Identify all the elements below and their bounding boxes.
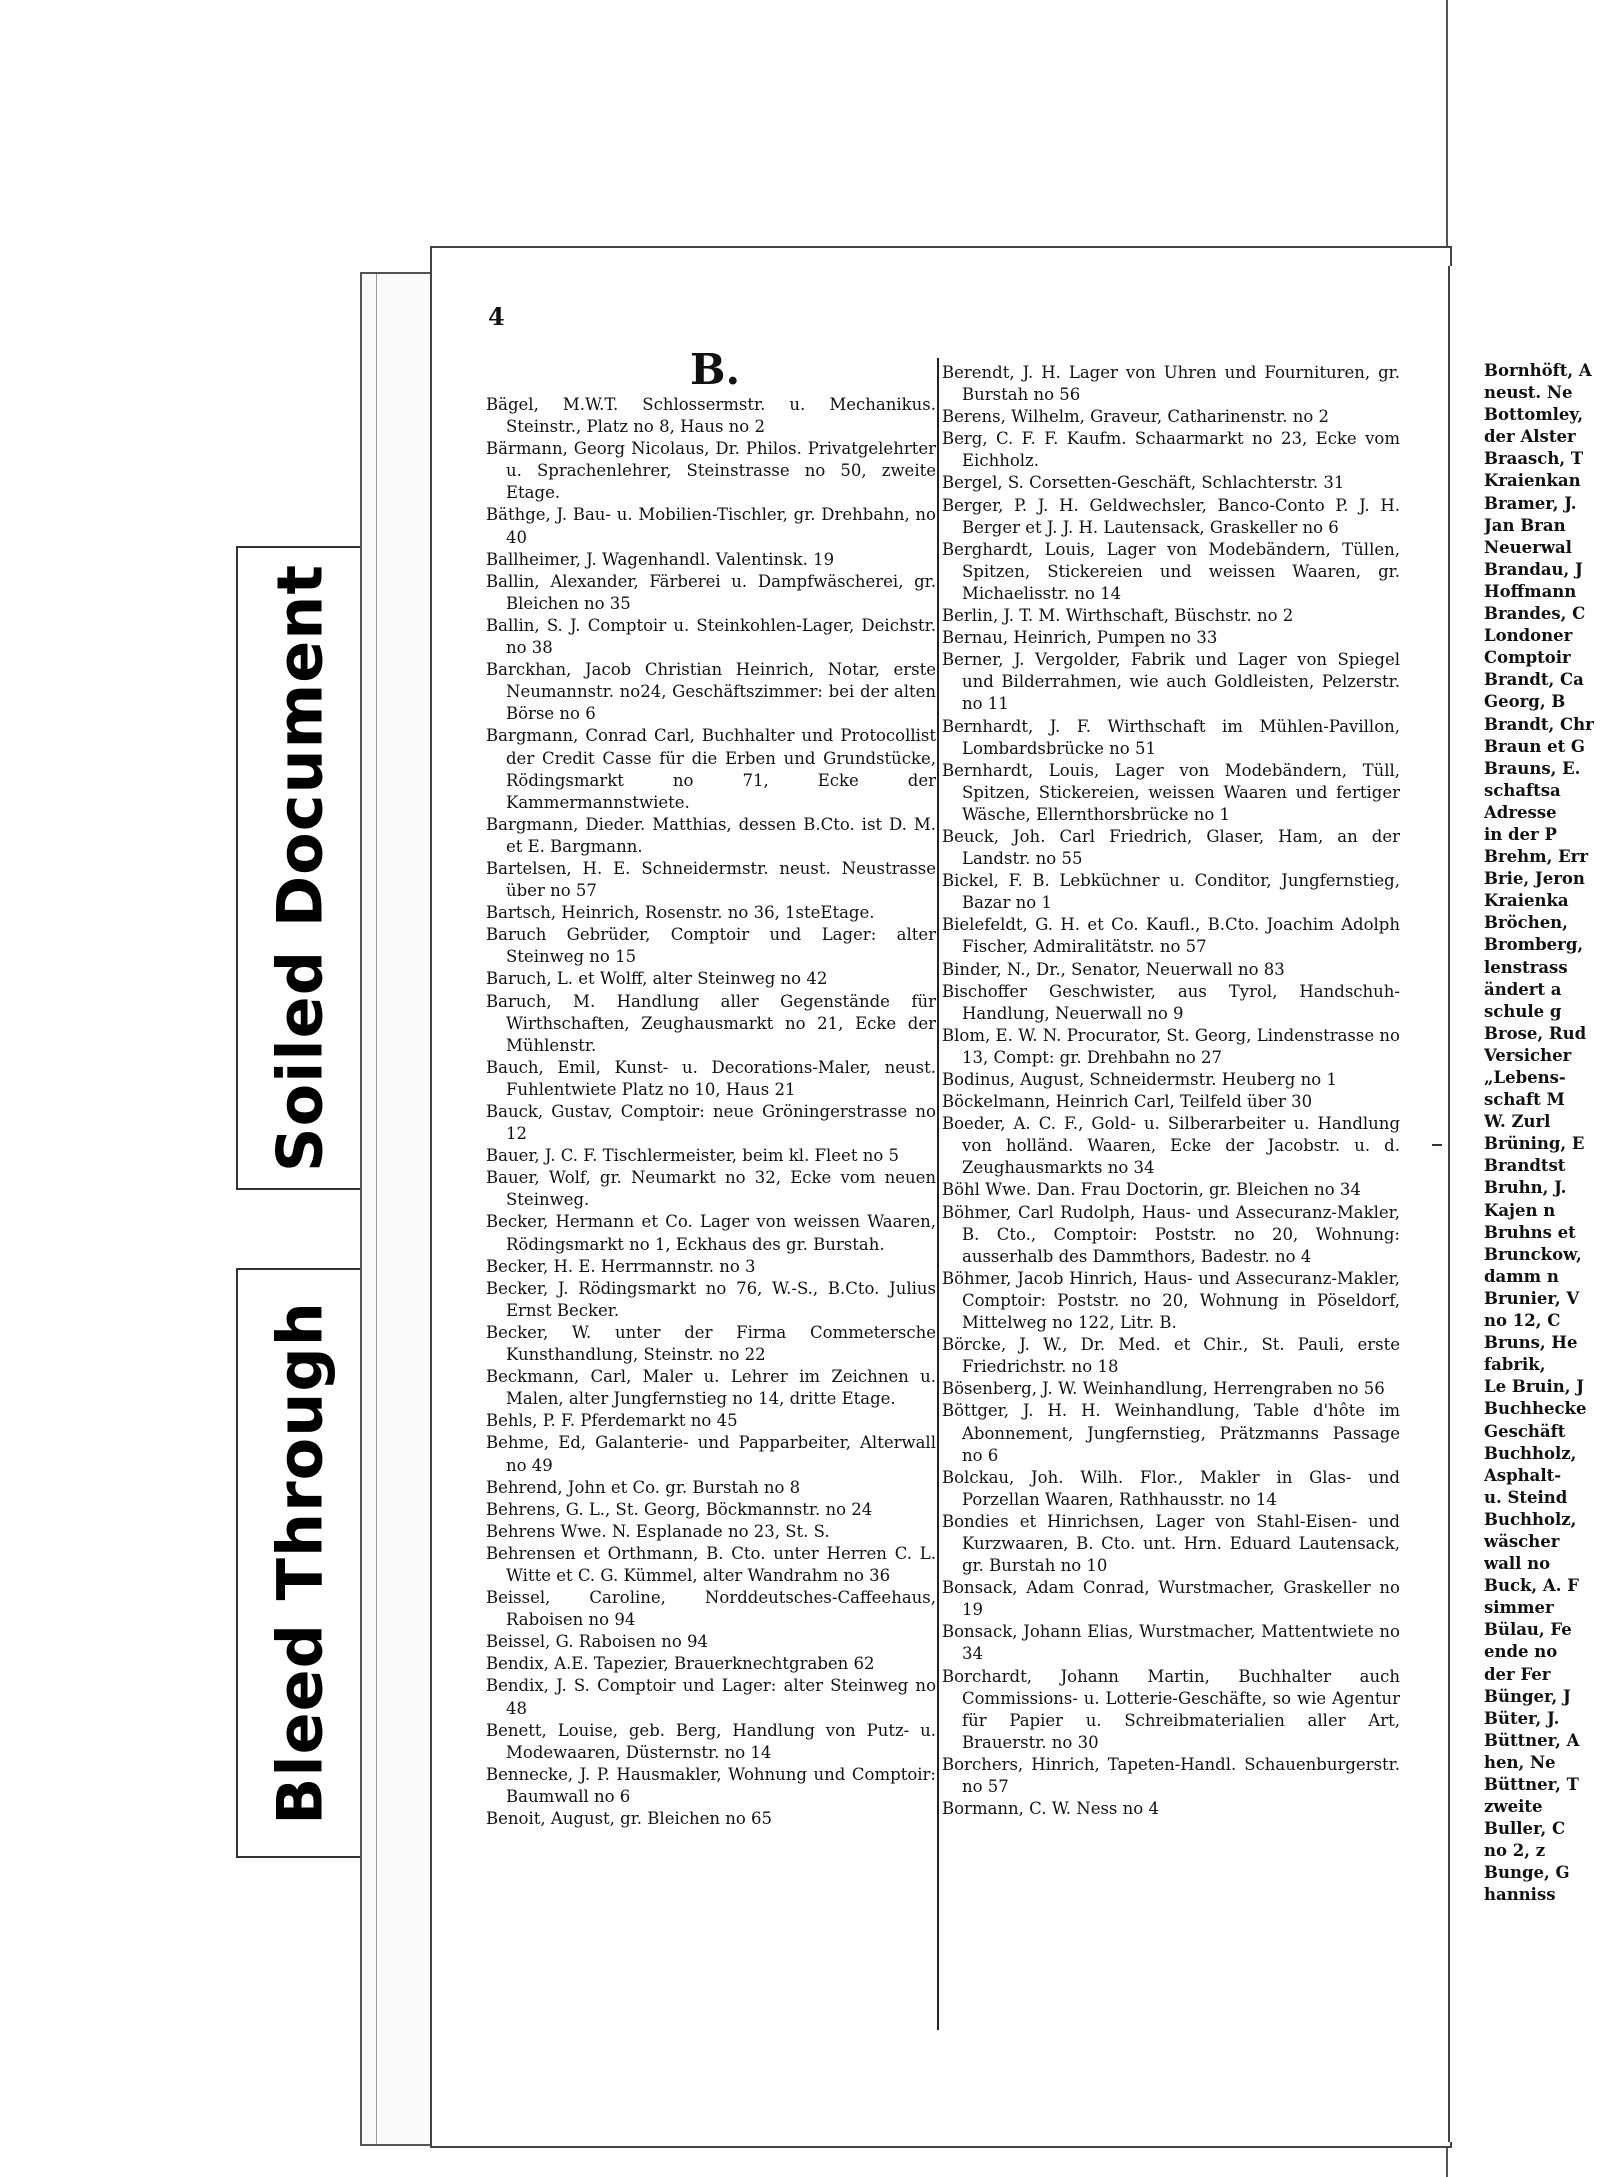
facing-page-line: Comptoir: [1484, 648, 1571, 668]
facing-page-line: Brandt, Ca: [1484, 670, 1584, 690]
directory-entry: Bondies et Hinrichsen, Lager von Stahl-Eisen- und Kurzwaaren, B. Cto. unt. Hrn. Eduard Lautensack, gr. Burstah no 10: [942, 1511, 1400, 1576]
facing-page-line: Büttner, A: [1484, 1730, 1580, 1750]
facing-page-line: „Lebens-: [1484, 1068, 1566, 1087]
directory-entry: Bösenberg, J. W. Weinhandlung, Herrengraben no 56: [942, 1379, 1385, 1399]
directory-entry: Berens, Wilhelm, Graveur, Catharinenstr. no 2: [942, 407, 1330, 427]
underlying-sheet: [360, 272, 434, 2146]
facing-page-line: schaft M: [1484, 1090, 1565, 1110]
directory-entry: Beuck, Joh. Carl Friedrich, Glaser, Ham, an der Landstr. no 55: [942, 826, 1400, 869]
facing-page-line: no 2, z: [1484, 1841, 1546, 1861]
directory-entry: Böhmer, Carl Rudolph, Haus- und Assecuranz-Makler, B. Cto., Comptoir: Poststr. no 20, Wohnung: ausserhalb des Dammthors, Badestr. no 4: [942, 1202, 1400, 1266]
facing-page-line: Brüning, E: [1484, 1134, 1585, 1154]
facing-page-line: Versicher: [1484, 1045, 1572, 1065]
facing-page-line: Brie, Jeron: [1484, 869, 1585, 889]
directory-entry: Becker, W. unter der Firma Commetersche Kunsthandlung, Steinstr. no 22: [486, 1322, 936, 1365]
facing-page-line: wäscher: [1484, 1531, 1560, 1551]
facing-page-line: Kajen n: [1484, 1200, 1556, 1220]
facing-page-column: [1484, 360, 1600, 1907]
facing-page-line: Bromberg,: [1484, 935, 1584, 955]
directory-entry: Bormann, C. W. Ness no 4: [942, 1799, 1159, 1819]
facing-page-line: Buchholz,: [1484, 1509, 1577, 1529]
facing-page-line: der Alster: [1484, 427, 1576, 447]
facing-page-line: Buchholz,: [1484, 1443, 1577, 1463]
facing-page-line: Brunier, V: [1484, 1288, 1580, 1308]
facing-page-line: Brandau, J: [1484, 559, 1583, 579]
directory-entry: Bennecke, J. P. Hausmakler, Wohnung und Comptoir: Baumwall no 6: [486, 1764, 936, 1806]
facing-page-line: W. Zurl: [1484, 1112, 1551, 1132]
facing-page-line: u. Steind: [1484, 1487, 1568, 1507]
facing-page-line: in der P: [1484, 824, 1557, 844]
directory-entry: Bendix, J. S. Comptoir und Lager: alter Steinweg no 48: [486, 1676, 936, 1718]
directory-entry: Bauer, J. C. F. Tischlermeister, beim kl. Fleet no 5: [486, 1146, 899, 1166]
facing-page-line: no 12, C: [1484, 1311, 1561, 1331]
page-number: 4: [488, 302, 505, 331]
facing-page-line: Kraienkan: [1484, 471, 1581, 491]
facing-page-line: Brunckow,: [1484, 1244, 1582, 1264]
facing-page-line: Bunge, G: [1484, 1863, 1570, 1883]
gutter-line-top: [1446, 0, 1448, 270]
directory-entry: Bielefeldt, G. H. et Co. Kaufl., B.Cto. Joachim Adolph Fischer, Admiralitätstr. no 57: [942, 915, 1400, 957]
facing-page-line: simmer: [1484, 1598, 1554, 1618]
bleed-through-text: Bleed Through: [263, 1301, 337, 1825]
facing-page-line: der Fer: [1484, 1664, 1551, 1684]
facing-page-line: Bünger, J: [1484, 1686, 1571, 1706]
directory-entry: Bendix, A.E. Tapezier, Brauerknechtgraben 62: [486, 1654, 875, 1674]
directory-entry: Beissel, G. Raboisen no 94: [486, 1632, 709, 1652]
directory-entry: Berlin, J. T. M. Wirthschaft, Büschstr. no 2: [942, 606, 1294, 626]
directory-entry: Becker, Hermann et Co. Lager von weissen Waaren, Rödingsmarkt no 1, Eckhaus des gr. Burstah.: [486, 1212, 936, 1254]
facing-page-line: Kraienka: [1484, 891, 1569, 911]
directory-entry: Bonsack, Johann Elias, Wurstmacher, Mattentwiete no 34: [942, 1622, 1400, 1664]
facing-page-line: zweite: [1484, 1797, 1543, 1817]
directory-entry: Bergel, S. Corsetten-Geschäft, Schlachterstr. 31: [942, 473, 1345, 493]
facing-page-line: Brandt, Chr: [1484, 714, 1594, 734]
facing-page-line: Braun et G: [1484, 736, 1586, 756]
directory-entry: Bartsch, Heinrich, Rosenstr. no 36, 1steEtage.: [486, 903, 875, 923]
directory-entry: Berghardt, Louis, Lager von Modebändern, Tüllen, Spitzen, Stickereien und weissen Waaren, gr. Michaelisstr. no 14: [942, 539, 1400, 603]
directory-entry: Bägel, M.W.T. Schlossermstr. u. Mechanikus. Steinstr., Platz no 8, Haus no 2: [486, 395, 936, 437]
directory-entry: Barckhan, Jacob Christian Heinrich, Notar, erste Neumannstr. no24, Geschäftszimmer: bei der alten Börse no 6: [486, 660, 936, 724]
facing-page-line: fabrik,: [1484, 1355, 1546, 1375]
facing-page-line: Bruhns et: [1484, 1222, 1576, 1242]
directory-entry: Bernau, Heinrich, Pumpen no 33: [942, 628, 1218, 648]
directory-entry: Becker, H. E. Herrmannstr. no 3: [486, 1256, 756, 1276]
directory-entry: Böhl Wwe. Dan. Frau Doctorin, gr. Bleichen no 34: [942, 1180, 1361, 1200]
directory-entry: Boeder, A. C. F., Gold- u. Silberarbeiter u. Handlung von holländ. Waaren, Ecke der Jacobstr. u. d. Zeughausmarkts no 34: [942, 1114, 1400, 1178]
directory-entry: Berg, C. F. F. Kaufm. Schaarmarkt no 23, Ecke vom Eichholz.: [942, 429, 1400, 471]
facing-page-line: schaftsa: [1484, 780, 1561, 800]
directory-entry: Benoit, August, gr. Bleichen no 65: [486, 1809, 773, 1828]
directory-entry: Borchers, Hinrich, Tapeten-Handl. Schauenburgerstr. no 57: [942, 1754, 1400, 1796]
section-letter-heading: B.: [690, 345, 741, 394]
facing-page-line: Brauns, E.: [1484, 758, 1581, 778]
facing-page-line: Brandtst: [1484, 1156, 1566, 1176]
directory-entry: Bickel, F. B. Lebküchner u. Conditor, Jungfernstieg, Bazar no 1: [942, 871, 1400, 913]
facing-page-line: hanniss: [1484, 1885, 1556, 1905]
facing-page-line: ändert a: [1484, 979, 1562, 999]
facing-page-line: Braasch, T: [1484, 449, 1584, 469]
facing-page-line: damm n: [1484, 1266, 1559, 1286]
gutter-line-bottom: [1446, 2144, 1448, 2177]
directory-entry: Becker, J. Rödingsmarkt no 76, W.-S., B.Cto. Julius Ernst Becker.: [486, 1278, 936, 1320]
directory-entry: Beissel, Caroline, Norddeutsches-Caffeehaus, Raboisen no 94: [486, 1588, 936, 1630]
facing-page-line: Adresse: [1484, 802, 1557, 822]
directory-entry: Bernhardt, Louis, Lager von Modebändern, Tüll, Spitzen, Stickereien, weissen Waaren und fertiger Wäsche, Ellernthorsbrücke no 1: [942, 760, 1400, 824]
facing-page-line: wall no: [1484, 1554, 1551, 1574]
directory-entry: Börcke, J. W., Dr. Med. et Chir., St. Pauli, erste Friedrichstr. no 18: [942, 1335, 1400, 1377]
directory-entry: Bargmann, Dieder. Matthias, dessen B.Cto. ist D. M. et E. Bargmann.: [486, 814, 936, 856]
directory-entry: Berendt, J. H. Lager von Uhren und Fournituren, gr. Burstah no 56: [942, 363, 1400, 405]
directory-entry: Behrens, G. L., St. Georg, Böckmannstr. no 24: [486, 1499, 873, 1519]
directory-entry: Böttger, J. H. H. Weinhandlung, Table d'hôte im Abonnement, Jungfernstieg, Prätzmanns Passage no 6: [942, 1401, 1400, 1465]
facing-page-line: Jan Bran: [1484, 515, 1566, 535]
facing-page-line: Buchhecke: [1484, 1399, 1587, 1419]
facing-page-line: Brehm, Err: [1484, 847, 1589, 867]
directory-entry: Bargmann, Conrad Carl, Buchhalter und Protocollist der Credit Casse für die Erben und Grundstücke, Rödingsmarkt no 71, Ecke der Kammermannstwiete.: [486, 726, 936, 812]
left-directory-column: [486, 394, 936, 1830]
facing-page-line: hen, Ne: [1484, 1752, 1556, 1772]
directory-entry: Bodinus, August, Schneidermstr. Heuberg no 1: [942, 1070, 1337, 1089]
directory-entry: Behrensen et Orthmann, B. Cto. unter Herren C. L. Witte et C. G. Kümmel, alter Wandrahm no 36: [486, 1543, 936, 1585]
facing-page-line: Bruns, He: [1484, 1333, 1578, 1353]
directory-entry: Behrens Wwe. N. Esplanade no 23, St. S.: [486, 1521, 830, 1541]
directory-entry: Bauch, Emil, Kunst- u. Decorations-Maler, neust. Fuhlentwiete Platz no 10, Haus 21: [486, 1057, 936, 1099]
facing-page-line: Büter, J.: [1484, 1708, 1560, 1728]
facing-page-line: Buller, C: [1484, 1819, 1566, 1839]
directory-entry: Bernhardt, J. F. Wirthschaft im Mühlen-Pavillon, Lombardsbrücke no 51: [942, 716, 1400, 758]
directory-entry: Borchardt, Johann Martin, Buchhalter auch Commissions- u. Lotterie-Geschäfte, so wie Agentur für Papier u. Schreibmaterialien aller Art, Brauerstr. no 30: [942, 1666, 1400, 1752]
soiled-document-text: Soiled Document: [263, 563, 337, 1173]
directory-entry: Behrend, John et Co. gr. Burstah no 8: [486, 1477, 801, 1497]
directory-entry: Beckmann, Carl, Maler u. Lehrer im Zeichnen u. Malen, alter Jungfernstieg no 14, dritte Etage.: [486, 1367, 936, 1409]
directory-entry: Blom, E. W. N. Procurator, St. Georg, Lindenstrasse no 13, Compt: gr. Drehbahn no 27: [942, 1025, 1400, 1067]
facing-page-line: Asphalt-: [1484, 1465, 1562, 1485]
directory-entry: Bäthge, J. Bau- u. Mobilien-Tischler, gr. Drehbahn, no 40: [486, 505, 936, 547]
facing-page-line: Le Bruin, J: [1484, 1377, 1585, 1397]
facing-page-line: Brose, Rud: [1484, 1023, 1587, 1043]
directory-entry: Binder, N., Dr., Senator, Neuerwall no 83: [942, 959, 1285, 979]
directory-entry: Baruch, M. Handlung aller Gegenstände für Wirthschaften, Zeughausmarkt no 21, Ecke der Mühlenstr.: [486, 991, 936, 1055]
directory-entry: Behme, Ed, Galanterie- und Papparbeiter, Alterwall no 49: [486, 1433, 936, 1475]
facing-page-line: Neuerwal: [1484, 537, 1572, 557]
directory-entry: Ballin, Alexander, Färberei u. Dampfwäscherei, gr. Bleichen no 35: [486, 571, 936, 613]
directory-entry: Böckelmann, Heinrich Carl, Teilfeld über 30: [942, 1092, 1313, 1112]
facing-page-line: Hoffmann: [1484, 581, 1577, 601]
facing-page-line: lenstrass: [1484, 957, 1568, 977]
directory-entry: Ballheimer, J. Wagenhandl. Valentinsk. 19: [486, 549, 835, 569]
directory-entry: Benett, Louise, geb. Berg, Handlung von Putz- u. Modewaaren, Düsternstr. no 14: [486, 1720, 936, 1762]
facing-page-line: ende no: [1484, 1642, 1558, 1662]
facing-page-line: Bornhöft, A: [1484, 361, 1592, 380]
facing-page-line: Büttner, T: [1484, 1775, 1579, 1794]
facing-page-line: Brandes, C: [1484, 604, 1586, 624]
directory-entry: Berger, P. J. H. Geldwechsler, Banco-Conto P. J. H. Berger et J. J. H. Lautensack, Graskeller no 6: [942, 495, 1400, 537]
directory-entry: Behls, P. F. Pferdemarkt no 45: [486, 1411, 738, 1431]
directory-entry: Berner, J. Vergolder, Fabrik und Lager von Spiegel und Bilderrahmen, wie auch Goldleisten, Pelzerstr. no 11: [942, 650, 1400, 714]
facing-page-line: neust. Ne: [1484, 383, 1573, 403]
facing-page-line: Buck, A. F: [1484, 1576, 1579, 1596]
column-divider: [937, 358, 939, 2030]
directory-entry: Baruch Gebrüder, Comptoir und Lager: alter Steinweg no 15: [486, 925, 936, 967]
right-directory-column: [942, 362, 1400, 1820]
directory-entry: Bonsack, Adam Conrad, Wurstmacher, Graskeller no 19: [942, 1578, 1400, 1620]
directory-entry: Bauer, Wolf, gr. Neumarkt no 32, Ecke vom neuen Steinweg.: [486, 1168, 936, 1210]
facing-page-line: Bröchen,: [1484, 913, 1568, 933]
facing-page-line: Bülau, Fe: [1484, 1620, 1572, 1640]
directory-entry: Bartelsen, H. E. Schneidermstr. neust. Neustrasse über no 57: [486, 858, 936, 901]
facing-page-line: Geschäft: [1484, 1421, 1566, 1441]
facing-page-line: schule g: [1484, 1001, 1562, 1021]
directory-entry: Bauck, Gustav, Comptoir: neue Gröningerstrasse no 12: [486, 1102, 936, 1144]
facing-page-line: Londoner: [1484, 626, 1573, 646]
facing-page-line: Bottomley,: [1484, 405, 1584, 425]
facing-page-line: Georg, B: [1484, 692, 1566, 712]
directory-entry: Böhmer, Jacob Hinrich, Haus- und Assecuranz-Makler, Comptoir: Poststr. no 20, Wohnung in Pöseldorf, Mittelweg no 122, Litr. B.: [942, 1268, 1400, 1333]
directory-entry: Bärmann, Georg Nicolaus, Dr. Philos. Privatgelehrter u. Sprachenlehrer, Steinstrasse no 50, zweite Etage.: [486, 439, 936, 503]
directory-entry: Baruch, L. et Wolff, alter Steinweg no 42: [486, 969, 828, 989]
facing-page-line: Bruhn, J.: [1484, 1178, 1567, 1198]
soiled-document-label: [236, 546, 364, 1190]
directory-entry: Bischoffer Geschwister, aus Tyrol, Handschuh-Handlung, Neuerwall no 9: [942, 981, 1400, 1023]
directory-entry: Bolckau, Joh. Wilh. Flor., Makler in Glas- und Porzellan Waaren, Rathhausstr. no 14: [942, 1467, 1400, 1509]
directory-entry: Ballin, S. J. Comptoir u. Steinkohlen-Lager, Deichstr. no 38: [486, 615, 936, 658]
margin-mark: [1432, 1144, 1442, 1146]
bleed-through-label: [236, 1268, 364, 1858]
facing-page-line: Bramer, J.: [1484, 493, 1577, 513]
